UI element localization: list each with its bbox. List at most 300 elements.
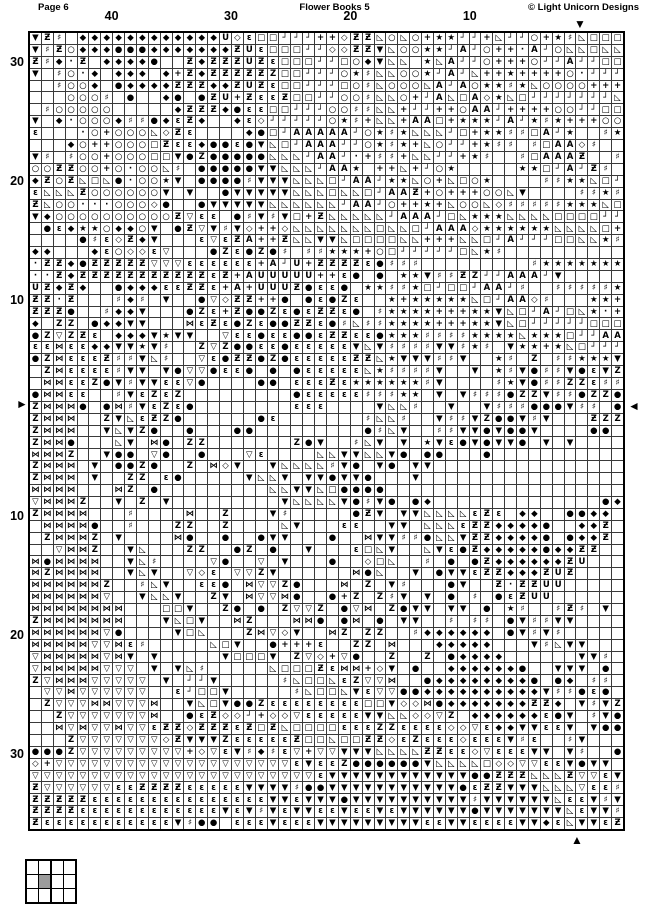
grid-cell: ε bbox=[66, 378, 77, 389]
grid-cell: ε bbox=[470, 735, 481, 746]
grid-cell: ▽ bbox=[101, 771, 112, 782]
grid-cell: ● bbox=[245, 425, 253, 436]
grid-cell bbox=[553, 521, 564, 532]
grid-cell: · bbox=[42, 271, 53, 282]
grid-cell: Z bbox=[446, 711, 457, 722]
grid-cell: ★ bbox=[613, 282, 622, 293]
row-label: 30 bbox=[10, 747, 24, 761]
grid-cell: ε bbox=[184, 806, 195, 817]
grid-cell bbox=[303, 449, 314, 460]
grid-cell: Ƶ bbox=[184, 57, 195, 68]
grid-cell: ┘ bbox=[517, 116, 528, 127]
grid-cell bbox=[89, 497, 100, 508]
grid-cell: ⋈ bbox=[31, 580, 40, 591]
grid-cell: ┘ bbox=[600, 211, 611, 222]
grid-cell: ε bbox=[351, 390, 362, 401]
grid-cell: ★ bbox=[518, 223, 527, 234]
grid-cell bbox=[422, 426, 433, 437]
grid-cell: ⋈ bbox=[43, 509, 52, 519]
grid-cell bbox=[612, 652, 623, 663]
grid-cell: ♯ bbox=[410, 259, 421, 270]
grid-cell: Z bbox=[42, 330, 53, 341]
grid-cell: □ bbox=[589, 33, 598, 44]
grid-cell: ◺ bbox=[588, 223, 599, 234]
grid-cell bbox=[173, 640, 184, 651]
grid-cell: ★ bbox=[471, 211, 479, 222]
grid-cell: ◺ bbox=[327, 211, 338, 222]
grid-cell: ◆ bbox=[137, 330, 148, 341]
grid-cell: ♯ bbox=[42, 45, 53, 56]
grid-cell: Z bbox=[184, 545, 195, 556]
page-location-map bbox=[25, 859, 77, 904]
grid-cell: ▼ bbox=[588, 806, 599, 817]
grid-cell: ○ bbox=[435, 164, 444, 175]
grid-cell: ▼ bbox=[137, 318, 148, 329]
grid-cell bbox=[612, 640, 623, 651]
grid-cell bbox=[458, 497, 469, 508]
grid-cell: ▼ bbox=[173, 152, 184, 163]
grid-cell bbox=[232, 497, 243, 508]
grid-cell: + bbox=[435, 104, 443, 115]
grid-cell bbox=[161, 663, 172, 674]
grid-cell bbox=[196, 128, 207, 139]
grid-cell: ⋈ bbox=[304, 616, 313, 627]
grid-cell: □ bbox=[613, 199, 622, 210]
grid-cell: ▽ bbox=[208, 235, 219, 246]
grid-cell: ◺ bbox=[327, 449, 338, 460]
grid-cell: ◇ bbox=[470, 747, 481, 758]
grid-cell bbox=[505, 247, 516, 258]
grid-cell: ● bbox=[209, 152, 218, 163]
grid-cell: ┘ bbox=[612, 69, 623, 80]
grid-cell: ε bbox=[422, 723, 433, 734]
grid-cell: ♯ bbox=[54, 69, 65, 80]
grid-cell: ◆ bbox=[208, 45, 219, 56]
grid-cell: ★ bbox=[423, 318, 432, 329]
grid-cell: ε bbox=[42, 342, 53, 353]
grid-cell: ┘ bbox=[446, 140, 457, 151]
grid-cell: ♯ bbox=[481, 390, 492, 401]
grid-cell: ● bbox=[376, 330, 384, 341]
grid-cell: ● bbox=[352, 485, 360, 496]
grid-cell: ◺ bbox=[386, 92, 397, 103]
grid-cell: Ƶ bbox=[600, 521, 611, 532]
grid-cell: ▽ bbox=[173, 747, 184, 758]
grid-cell bbox=[529, 283, 540, 294]
grid-cell: ♯ bbox=[565, 390, 576, 401]
grid-cell bbox=[291, 247, 302, 258]
grid-cell: ┘ bbox=[339, 152, 350, 163]
grid-cell: ♯ bbox=[363, 69, 374, 80]
grid-cell: ◆ bbox=[481, 687, 492, 698]
grid-cell: ▽ bbox=[244, 759, 255, 770]
grid-cell: Ƶ bbox=[517, 592, 528, 603]
grid-cell bbox=[505, 640, 516, 651]
grid-cell: ┘ bbox=[505, 283, 516, 294]
grid-cell: ○ bbox=[31, 164, 40, 175]
grid-cell: ▼ bbox=[375, 818, 386, 829]
grid-cell: ⋈ bbox=[363, 604, 373, 615]
grid-cell: ● bbox=[221, 175, 230, 186]
grid-cell: ⋈ bbox=[66, 568, 76, 579]
grid-cell bbox=[446, 473, 457, 484]
grid-cell: ▼ bbox=[363, 747, 374, 758]
grid-cell bbox=[208, 449, 219, 460]
grid-cell: ε bbox=[351, 295, 362, 306]
grid-cell: ┘ bbox=[315, 45, 326, 56]
grid-cell bbox=[291, 473, 302, 484]
grid-cell: ⋈ bbox=[387, 675, 397, 686]
grid-cell: ♯ bbox=[576, 604, 587, 615]
grid-cell bbox=[363, 307, 374, 318]
grid-cell: ▼ bbox=[422, 271, 433, 282]
grid-cell: ▽ bbox=[30, 771, 41, 782]
grid-cell bbox=[149, 616, 160, 627]
grid-cell bbox=[78, 295, 89, 306]
grid-cell: + bbox=[221, 282, 230, 293]
grid-cell bbox=[125, 104, 136, 115]
grid-cell bbox=[612, 271, 623, 282]
grid-cell: ● bbox=[542, 532, 550, 543]
grid-cell: ▼ bbox=[375, 437, 386, 448]
grid-cell bbox=[315, 628, 326, 639]
grid-cell bbox=[458, 711, 469, 722]
grid-cell: ● bbox=[411, 497, 420, 508]
grid-cell bbox=[517, 461, 528, 472]
grid-cell bbox=[268, 521, 279, 532]
grid-cell: ▽ bbox=[161, 771, 172, 782]
grid-cell: ⋈ bbox=[43, 425, 52, 436]
grid-cell: + bbox=[305, 639, 313, 650]
grid-cell: ◇ bbox=[375, 663, 386, 674]
grid-cell: ▽ bbox=[89, 687, 100, 698]
grid-cell: ┘ bbox=[446, 247, 457, 258]
grid-cell: Z bbox=[161, 402, 172, 413]
grid-cell: ⋈ bbox=[78, 639, 88, 650]
grid-cell: Z bbox=[89, 533, 100, 544]
grid-cell: ε bbox=[196, 211, 207, 222]
grid-cell: ⋈ bbox=[66, 401, 76, 412]
grid-cell: ▼ bbox=[268, 806, 279, 817]
grid-cell: + bbox=[364, 116, 372, 127]
grid-cell: ★ bbox=[566, 175, 574, 186]
grid-cell: ♯ bbox=[386, 283, 397, 294]
grid-cell: Ƶ bbox=[42, 259, 53, 270]
grid-cell: ♯ bbox=[588, 283, 599, 294]
grid-cell: ε bbox=[279, 818, 290, 829]
grid-cell: ★ bbox=[589, 199, 598, 210]
grid-cell: ◆ bbox=[446, 628, 457, 639]
grid-cell: ♯ bbox=[612, 235, 623, 246]
grid-cell: A bbox=[541, 152, 552, 163]
grid-cell: ▽ bbox=[125, 723, 136, 734]
grid-cell: ▽ bbox=[291, 771, 302, 782]
grid-cell: ▼ bbox=[386, 533, 397, 544]
grid-cell: ε bbox=[208, 782, 219, 793]
grid-cell bbox=[600, 271, 611, 282]
grid-cell: ◺ bbox=[446, 509, 457, 520]
grid-cell: ● bbox=[269, 366, 277, 377]
grid-cell bbox=[422, 580, 433, 591]
grid-cell: U bbox=[222, 92, 229, 103]
grid-cell: ε bbox=[232, 782, 243, 793]
grid-cell bbox=[173, 711, 184, 722]
grid-cell: ◆ bbox=[78, 45, 89, 56]
grid-cell: ▼ bbox=[220, 592, 231, 603]
grid-cell bbox=[220, 211, 231, 222]
grid-cell: ▼ bbox=[244, 188, 255, 199]
grid-cell: ▼ bbox=[517, 628, 528, 639]
grid-cell: ┘ bbox=[303, 45, 314, 56]
grid-cell: Z bbox=[339, 628, 350, 639]
grid-cell: ★ bbox=[589, 259, 598, 270]
grid-cell: ★ bbox=[494, 330, 503, 341]
grid-cell: + bbox=[412, 199, 420, 210]
grid-cell bbox=[375, 604, 386, 615]
grid-cell: ● bbox=[257, 152, 265, 163]
grid-cell: □ bbox=[328, 175, 337, 186]
grid-cell bbox=[54, 140, 65, 151]
grid-cell: A bbox=[398, 188, 409, 199]
grid-cell: ▽ bbox=[470, 723, 481, 734]
grid-cell: + bbox=[305, 259, 313, 270]
grid-cell: ○ bbox=[67, 199, 75, 210]
grid-cell: ┘ bbox=[339, 176, 350, 187]
grid-cell: ◇ bbox=[576, 140, 587, 151]
grid-cell bbox=[529, 473, 540, 484]
grid-cell bbox=[565, 461, 576, 472]
grid-cell: ● bbox=[269, 378, 277, 389]
grid-cell bbox=[161, 104, 172, 115]
grid-cell bbox=[291, 556, 302, 567]
grid-cell bbox=[125, 616, 136, 627]
grid-cell bbox=[268, 426, 279, 437]
grid-cell: ◺ bbox=[351, 223, 362, 234]
grid-cell: ┘ bbox=[375, 188, 386, 199]
grid-cell: A bbox=[470, 92, 481, 103]
grid-cell: ▽ bbox=[149, 747, 160, 758]
grid-cell: ⋈ bbox=[114, 723, 123, 734]
grid-cell: ▼ bbox=[434, 782, 445, 793]
grid-cell: ★ bbox=[411, 306, 420, 317]
grid-cell: ◺ bbox=[576, 307, 587, 318]
grid-cell: Z bbox=[268, 354, 279, 365]
grid-cell: Ƶ bbox=[173, 735, 184, 746]
grid-cell: ♯ bbox=[541, 176, 552, 187]
grid-cell: ○ bbox=[79, 152, 87, 163]
grid-cell: ★ bbox=[589, 294, 598, 305]
grid-cell bbox=[315, 426, 326, 437]
grid-cell: ♯ bbox=[493, 140, 504, 151]
grid-cell: ○ bbox=[554, 45, 562, 56]
grid-cell: ▼ bbox=[458, 771, 469, 782]
grid-cell: ★ bbox=[483, 175, 491, 186]
grid-cell: ⋈ bbox=[66, 473, 76, 484]
grid-cell bbox=[493, 640, 504, 651]
grid-cell: □ bbox=[257, 723, 266, 734]
grid-cell: ▽ bbox=[66, 771, 77, 782]
grid-cell: ◆ bbox=[113, 33, 124, 44]
grid-cell: □ bbox=[601, 223, 610, 234]
grid-cell: ◆ bbox=[78, 283, 89, 294]
grid-cell: + bbox=[471, 140, 479, 151]
grid-cell bbox=[351, 628, 362, 639]
grid-cell bbox=[541, 604, 552, 615]
grid-cell: ○ bbox=[388, 199, 396, 210]
grid-cell: ▼ bbox=[137, 307, 148, 318]
grid-cell: ┘ bbox=[612, 211, 623, 222]
grid-cell bbox=[398, 568, 409, 579]
grid-cell bbox=[78, 247, 89, 258]
grid-cell bbox=[232, 390, 243, 401]
grid-cell bbox=[398, 461, 409, 472]
grid-cell: ○ bbox=[67, 92, 75, 103]
grid-cell: Ƶ bbox=[161, 140, 172, 151]
grid-cell: ▼ bbox=[410, 806, 421, 817]
grid-cell bbox=[268, 449, 279, 460]
grid-cell: ◆ bbox=[184, 45, 195, 56]
grid-cell bbox=[101, 568, 112, 579]
grid-cell: ε bbox=[232, 723, 243, 734]
grid-cell bbox=[529, 461, 540, 472]
grid-cell: ▽ bbox=[291, 711, 302, 722]
column-label: 10 bbox=[462, 9, 477, 23]
grid-cell: Z bbox=[339, 759, 350, 770]
grid-cell: ◆ bbox=[137, 69, 148, 80]
grid-cell: ● bbox=[554, 401, 562, 412]
grid-cell: ♯ bbox=[588, 675, 599, 686]
grid-cell: ★ bbox=[471, 152, 479, 163]
grid-cell: ▼ bbox=[137, 378, 148, 389]
grid-cell: ○ bbox=[55, 211, 63, 222]
grid-cell: ε bbox=[149, 247, 160, 258]
grid-cell: ◇ bbox=[529, 295, 540, 306]
grid-cell bbox=[137, 604, 148, 615]
grid-cell: Z bbox=[588, 390, 599, 401]
grid-cell: □ bbox=[280, 140, 289, 151]
grid-cell: ε bbox=[208, 806, 219, 817]
grid-cell bbox=[505, 164, 516, 175]
grid-cell: Z bbox=[161, 414, 172, 425]
grid-cell: + bbox=[364, 663, 372, 674]
grid-cell: ◆ bbox=[101, 318, 112, 329]
grid-cell: ▽ bbox=[125, 663, 136, 674]
grid-cell: A bbox=[327, 128, 338, 139]
grid-cell bbox=[422, 402, 433, 413]
grid-cell: ◆ bbox=[517, 556, 528, 567]
grid-cell: Ƶ bbox=[161, 782, 172, 793]
grid-cell: ♯ bbox=[600, 675, 611, 686]
grid-cell bbox=[161, 307, 172, 318]
grid-cell: · bbox=[78, 200, 89, 211]
grid-cell bbox=[101, 437, 112, 448]
grid-cell: ● bbox=[209, 164, 218, 175]
grid-cell: + bbox=[459, 306, 467, 317]
grid-cell bbox=[327, 616, 338, 627]
grid-cell: ● bbox=[352, 758, 360, 769]
grid-cell: ♯ bbox=[422, 342, 433, 353]
grid-cell: ◆ bbox=[529, 568, 540, 579]
grid-cell bbox=[256, 640, 267, 651]
grid-cell: ┘ bbox=[422, 92, 433, 103]
grid-cell: + bbox=[233, 271, 241, 282]
grid-cell: Ƶ bbox=[363, 509, 374, 520]
grid-cell: ⋈ bbox=[31, 604, 40, 615]
grid-cell: □ bbox=[375, 556, 384, 567]
grid-cell: ▽ bbox=[375, 675, 386, 686]
grid-cell bbox=[303, 568, 314, 579]
grid-cell: + bbox=[245, 282, 253, 293]
grid-cell: ○ bbox=[435, 140, 444, 151]
grid-cell: ♯ bbox=[600, 128, 611, 139]
grid-cell: ◺ bbox=[470, 69, 481, 80]
grid-cell: □ bbox=[185, 616, 194, 627]
grid-cell: ┘ bbox=[493, 235, 504, 246]
grid-cell: ○ bbox=[138, 223, 147, 234]
grid-cell: ⋈ bbox=[245, 592, 254, 603]
grid-cell: ♯ bbox=[398, 533, 409, 544]
grid-cell bbox=[588, 568, 599, 579]
grid-cell: ● bbox=[114, 282, 123, 293]
grid-cell: Ƶ bbox=[173, 271, 184, 282]
grid-cell: ε bbox=[208, 580, 219, 591]
grid-cell: ◺ bbox=[268, 663, 279, 674]
grid-cell: ⋈ bbox=[90, 651, 100, 662]
grid-cell: ▼ bbox=[351, 473, 362, 484]
grid-cell: ▽ bbox=[232, 568, 243, 579]
grid-cell: ◇ bbox=[422, 711, 433, 722]
grid-cell: ▽ bbox=[268, 759, 279, 770]
grid-cell bbox=[339, 414, 350, 425]
grid-cell: □ bbox=[292, 68, 301, 79]
grid-cell: ▽ bbox=[184, 211, 195, 222]
grid-cell: ♯ bbox=[529, 414, 540, 425]
grid-cell: ○ bbox=[91, 104, 99, 115]
grid-cell bbox=[315, 580, 326, 591]
grid-cell: Ƶ bbox=[351, 45, 362, 56]
grid-cell: ▼ bbox=[386, 545, 397, 556]
grid-cell: + bbox=[447, 187, 455, 198]
grid-cell: ♯ bbox=[505, 200, 516, 211]
grid-cell: ◆ bbox=[458, 675, 469, 686]
grid-cell: Ƶ bbox=[184, 69, 195, 80]
grid-cell: ● bbox=[459, 437, 467, 448]
grid-cell: ε bbox=[351, 699, 362, 710]
grid-cell: ★ bbox=[364, 378, 372, 389]
grid-cell: ⋈ bbox=[66, 687, 76, 698]
grid-cell: ε bbox=[208, 283, 219, 294]
grid-cell: ▼ bbox=[493, 437, 504, 448]
grid-cell: Ƶ bbox=[54, 259, 65, 270]
grid-cell: Ƶ bbox=[232, 45, 243, 56]
grid-cell: Ƶ bbox=[30, 295, 41, 306]
grid-cell bbox=[612, 247, 623, 258]
grid-cell: Ƶ bbox=[66, 283, 77, 294]
grid-cell: ▼ bbox=[315, 235, 326, 246]
grid-cell bbox=[42, 235, 53, 246]
grid-cell: ● bbox=[530, 675, 539, 686]
grid-cell: ● bbox=[162, 449, 170, 460]
grid-cell: ⋈ bbox=[66, 592, 76, 603]
grid-cell: Ƶ bbox=[196, 283, 207, 294]
grid-cell: ♯ bbox=[458, 342, 469, 353]
grid-cell: ◺ bbox=[268, 485, 279, 496]
grid-cell: ◺ bbox=[303, 164, 314, 175]
grid-cell: ◺ bbox=[66, 188, 77, 199]
grid-cell: ▽ bbox=[576, 771, 587, 782]
grid-cell bbox=[434, 652, 445, 663]
grid-cell: □ bbox=[613, 104, 622, 115]
